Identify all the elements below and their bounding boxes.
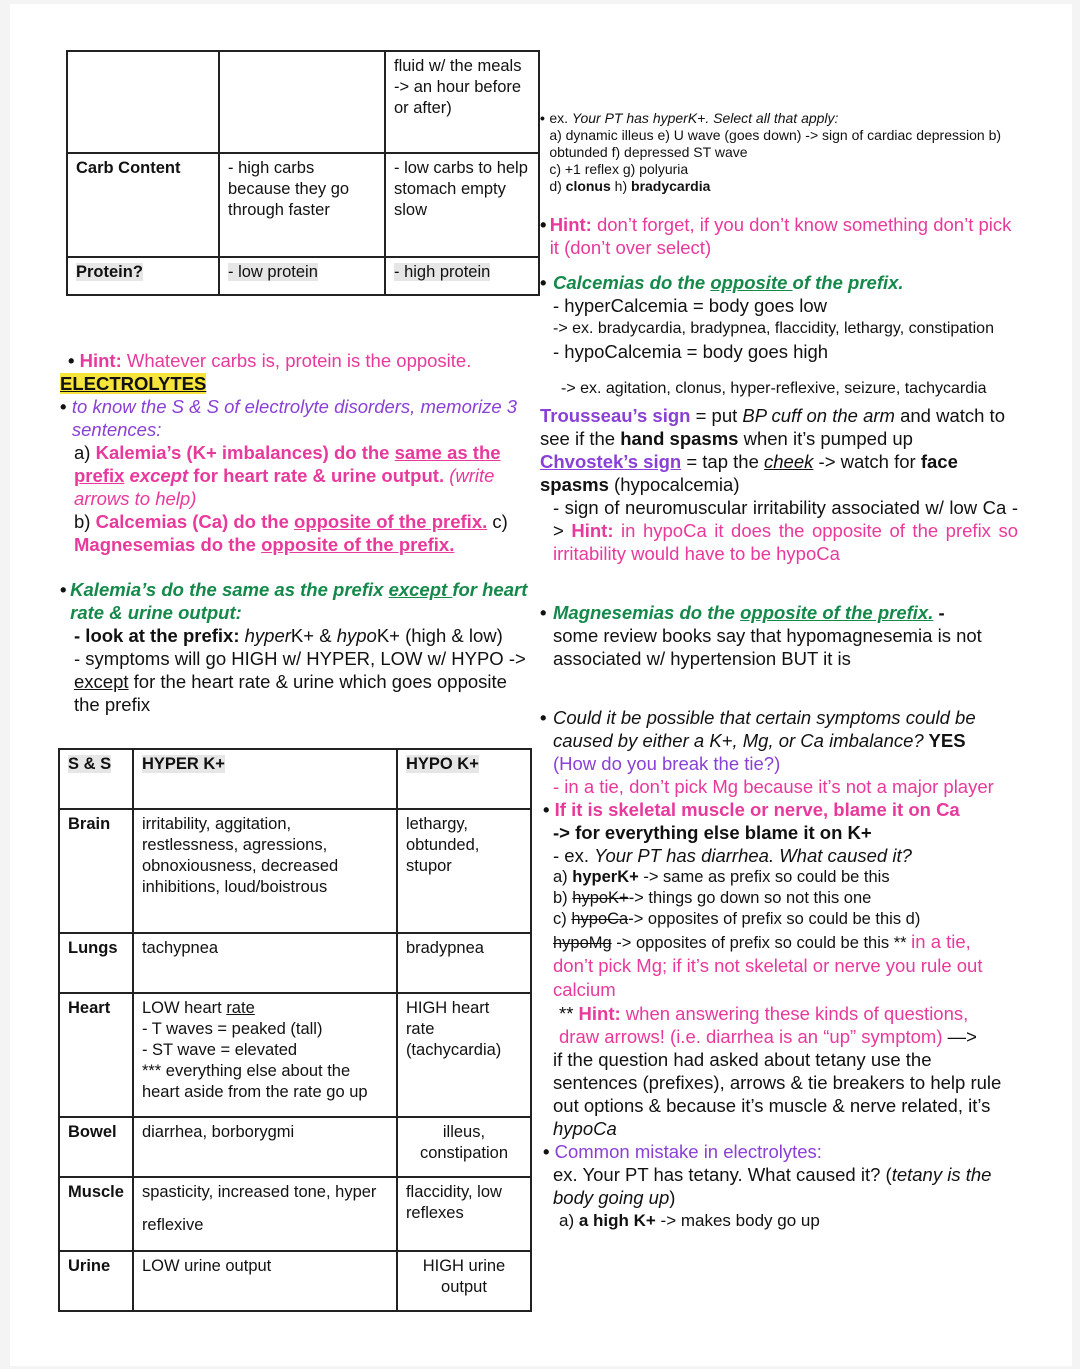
sentence-bc: b) Calcemias (Ca) do the opposite of the prefix. c) Magnesemias do the opposite of the prefix.	[74, 511, 508, 555]
row-label: Muscle	[59, 1177, 133, 1251]
look-prefix: - look at the prefix: hyperK+ & hypoK+ (high & low)	[74, 625, 503, 646]
table-cell: - high carbs because they go through faster	[219, 153, 385, 257]
header-hyper: HYPER K+	[133, 749, 397, 809]
table-row	[59, 1251, 531, 1311]
left-notes	[60, 349, 530, 716]
row-label: Carb Content	[67, 153, 219, 257]
calcemia-section: • Calcemias do the opposite of the prefix. - hyperCalcemia = body goes low -> ex. bradycardia, bradypnea, flaccidity, lethargy, constipation - hypoCalcemia = body goes high -> ex. agitation, clonus, hyper-reflexive, seizure, tachycardia	[540, 272, 994, 397]
table-cell: tachypnea	[133, 933, 397, 993]
table-row	[67, 257, 539, 295]
row-label: Brain	[59, 809, 133, 933]
table-cell: lethargy, obtunded, stupor	[397, 809, 531, 933]
kalemia-heading: • Kalemia’s do the same as the prefix except for heart rate & urine output:	[60, 579, 528, 623]
table-row	[59, 933, 531, 993]
table-row	[59, 1177, 531, 1251]
notes-page	[10, 4, 1072, 1366]
table-cell: spasticity, increased tone, hyper reflexive	[133, 1177, 397, 1251]
magnesemia-section: • Magnesemias do the opposite of the prefix. - some review books say that hypomagnesemia is not associated w/ hypertension BUT it is	[540, 602, 982, 669]
table-cell: HIGH heart rate (tachycardia)	[397, 993, 531, 1117]
sentence-a: a) Kalemia’s (K+ imbalances) do the same as the prefix except for heart rate & urine output. (write arrows to help)	[74, 442, 501, 509]
table-row	[59, 993, 531, 1117]
hint-overselect: • Hint: don’t forget, if you don’t know something don’t pick it (don’t over select)	[540, 214, 1012, 258]
table-cell: illeus, constipation	[397, 1117, 531, 1177]
table-row	[67, 51, 539, 153]
table-cell: LOW urine output	[133, 1251, 397, 1311]
table-cell: - high protein	[385, 257, 539, 295]
neuromuscular-sign: - sign of neuromuscular irritability associated w/ low Ca -> Hint: in hypoCa it does the opposite of the prefix so irritability would have to be hypoCa	[553, 497, 1019, 564]
row-label: Bowel	[59, 1117, 133, 1177]
table-row	[67, 153, 539, 257]
table-cell: - low protein	[219, 257, 385, 295]
table-cell: irritability, aggitation, restlessness, agressions, obnoxiousness, decreased inhibitions, loud/boistrous	[133, 809, 397, 933]
table-header	[59, 749, 531, 809]
diet-table	[66, 50, 540, 296]
header-hypo: HYPO K+	[397, 749, 531, 809]
ss-table	[58, 748, 532, 1312]
electrolytes-heading: ELECTROLYTES	[60, 373, 207, 394]
symptoms-line: - symptoms will go HIGH w/ HYPER, LOW w/ HYPO -> except for the heart rate & urine which goes opposite the prefix	[74, 648, 526, 715]
table-row	[59, 1117, 531, 1177]
right-notes	[540, 110, 1018, 1232]
hyperk-example: • ex. Your PT has hyperK+. Select all that apply: a) dynamic illeus e) U wave (goes down) -> sign of cardiac depression b) obtunded f) depressed ST wave c) +1 reflex g) polyuria d) clonus h) bradycardia	[540, 110, 1002, 194]
table-cell: diarrhea, borborygmi	[133, 1117, 397, 1177]
table-row	[59, 809, 531, 933]
table-cell: HIGH urine output	[397, 1251, 531, 1311]
trousseau-sign: Trousseau’s sign = put BP cuff on the arm and watch to see if the hand spasms when it’s pumped up	[540, 405, 1005, 449]
chvostek-sign: Chvostek’s sign = tap the cheek -> watch for face spasms (hypocalcemia)	[540, 451, 958, 495]
tie-section: • Could it be possible that certain symptoms could be caused by either a K+, Mg, or Ca imbalance? YES (How do you break the tie?) - in a tie, don’t pick Mg because it’s not a major player • If it is skeletal muscle or nerve, blame it on Ca -> for everything else blame it on K+ - ex. Your PT has diarrhea. What caused it? a) hyperK+ -> same as prefix so could be this b) hypoK+-> things go down so not this one c) hypoCa-> opposites of prefix so could be this d) hypoMg -> opposites of prefix so could be this ** in a tie, don’t pick Mg; if it’s not skeletal or nerve you rule out calcium ** Hint: when answering these kinds of questions, draw arrows! (i.e. diarrhea is an “up” symptom) —> if the question had asked about tetany use the sentences (prefixes), arrows & tie breakers to help rule out options & because it’s muscle & nerve related, it’s hypoCa • Common mistake in electrolytes: ex. Your PT has tetany. What caused it? (tetany is the body going up) a) a high K+ -> makes body go up	[540, 707, 1002, 1230]
table-cell	[67, 51, 219, 153]
hint-line: • Hint: Whatever carbs is, protein is the opposite.	[68, 350, 472, 371]
table-cell: flaccidity, low reflexes	[397, 1177, 531, 1251]
table-cell: bradypnea	[397, 933, 531, 993]
table-cell: fluid w/ the meals -> an hour before or after)	[385, 51, 539, 153]
row-label: Urine	[59, 1251, 133, 1311]
table-cell	[219, 51, 385, 153]
table-cell: LOW heart rate - T waves = peaked (tall) - ST wave = elevated *** everything else about the heart aside from the rate go up	[133, 993, 397, 1117]
row-label: Protein?	[67, 257, 219, 295]
memo-intro: • to know the S & S of electrolyte disorders, memorize 3 sentences:	[60, 396, 518, 440]
table-cell: - low carbs to help stomach empty slow	[385, 153, 539, 257]
header-ss: S & S	[59, 749, 133, 809]
row-label: Heart	[59, 993, 133, 1117]
row-label: Lungs	[59, 933, 133, 993]
